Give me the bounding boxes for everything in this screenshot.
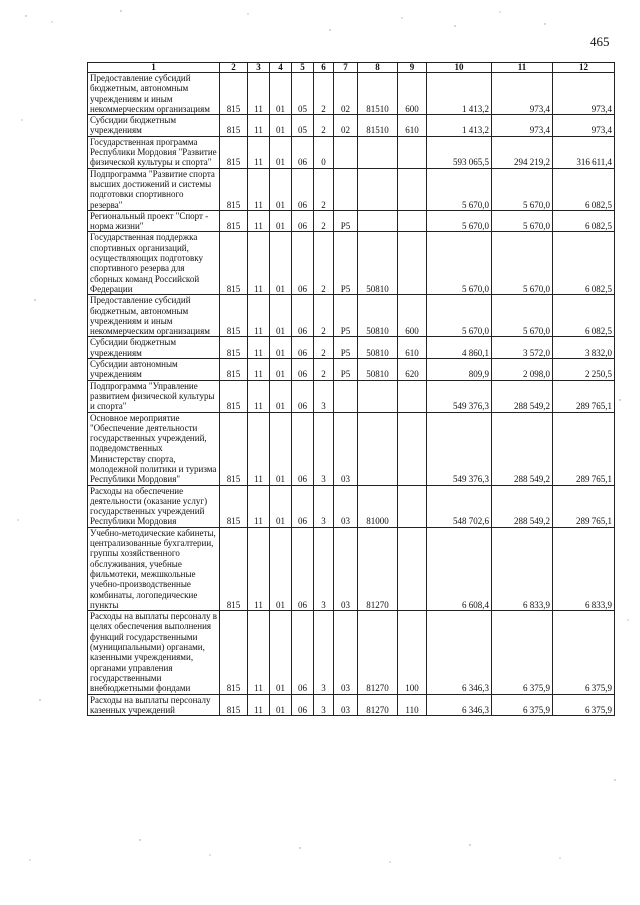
row-name: Расходы на обеспечение деятельности (оказание услуг) государственных учреждений Республики Мордовия	[88, 485, 220, 527]
cell-gr3: 11	[248, 295, 270, 337]
cell-gr10: 549 376,3	[427, 412, 492, 485]
cell-gr7: 03	[334, 485, 358, 527]
cell-gr11: 288 549,2	[492, 485, 553, 527]
cell-gr6: 3	[314, 694, 334, 716]
cell-gr9	[398, 232, 427, 295]
table-row	[88, 136, 615, 168]
cell-gr5: 06	[292, 168, 314, 210]
cell-gr3: 11	[248, 210, 270, 232]
cell-gr11: 973,4	[492, 115, 553, 137]
cell-gr6: 2	[314, 168, 334, 210]
cell-gr9	[398, 412, 427, 485]
cell-gr7: 03	[334, 694, 358, 716]
cell-gr12: 6 082,5	[553, 168, 615, 210]
cell-gr6: 3	[314, 611, 334, 694]
cell-gr9	[398, 527, 427, 610]
cell-gr12: 6 082,5	[553, 210, 615, 232]
cell-gr12: 316 611,4	[553, 136, 615, 168]
cell-gr9: 100	[398, 611, 427, 694]
cell-gr10: 6 608,4	[427, 527, 492, 610]
cell-gr10: 549 376,3	[427, 380, 492, 412]
cell-gr9	[398, 485, 427, 527]
row-name: Субсидии бюджетным учреждениям	[88, 337, 220, 359]
cell-gr3: 11	[248, 694, 270, 716]
cell-gr2: 815	[220, 485, 248, 527]
cell-gr11: 6 375,9	[492, 694, 553, 716]
cell-gr9: 620	[398, 359, 427, 381]
column-header: 7	[334, 63, 358, 73]
cell-gr2: 815	[220, 210, 248, 232]
cell-gr2: 815	[220, 136, 248, 168]
cell-gr4: 01	[270, 73, 292, 115]
cell-gr7	[334, 380, 358, 412]
cell-gr8: 50810	[358, 359, 398, 381]
cell-gr10: 1 413,2	[427, 73, 492, 115]
cell-gr8	[358, 380, 398, 412]
cell-gr3: 11	[248, 337, 270, 359]
cell-gr3: 11	[248, 232, 270, 295]
cell-gr3: 11	[248, 115, 270, 137]
cell-gr5: 06	[292, 611, 314, 694]
column-header: 10	[427, 63, 492, 73]
cell-gr4: 01	[270, 337, 292, 359]
table-row	[88, 359, 615, 381]
cell-gr5: 06	[292, 527, 314, 610]
cell-gr12: 289 765,1	[553, 412, 615, 485]
cell-gr3: 11	[248, 359, 270, 381]
cell-gr11: 288 549,2	[492, 412, 553, 485]
table-row	[88, 412, 615, 485]
cell-gr6: 2	[314, 359, 334, 381]
cell-gr9	[398, 136, 427, 168]
column-header: 9	[398, 63, 427, 73]
cell-gr5: 05	[292, 115, 314, 137]
cell-gr4: 01	[270, 694, 292, 716]
cell-gr2: 815	[220, 694, 248, 716]
cell-gr10: 5 670,0	[427, 210, 492, 232]
table-row	[88, 232, 615, 295]
cell-gr8	[358, 412, 398, 485]
cell-gr2: 815	[220, 412, 248, 485]
cell-gr6: 2	[314, 295, 334, 337]
table-row	[88, 210, 615, 232]
cell-gr7: 03	[334, 412, 358, 485]
table-row	[88, 295, 615, 337]
table-row	[88, 694, 615, 716]
cell-gr4: 01	[270, 359, 292, 381]
cell-gr12: 973,4	[553, 73, 615, 115]
cell-gr3: 11	[248, 412, 270, 485]
cell-gr7: 03	[334, 611, 358, 694]
cell-gr10: 5 670,0	[427, 295, 492, 337]
cell-gr10: 809,9	[427, 359, 492, 381]
cell-gr7: Р5	[334, 295, 358, 337]
cell-gr10: 1 413,2	[427, 115, 492, 137]
cell-gr7: 02	[334, 73, 358, 115]
column-header: 3	[248, 63, 270, 73]
column-header: 8	[358, 63, 398, 73]
cell-gr6: 2	[314, 115, 334, 137]
row-name: Государственная программа Республики Мордовия "Развитие физической культуры и спорта"	[88, 136, 220, 168]
cell-gr3: 11	[248, 611, 270, 694]
cell-gr11: 5 670,0	[492, 210, 553, 232]
column-header: 5	[292, 63, 314, 73]
cell-gr10: 6 346,3	[427, 611, 492, 694]
cell-gr10: 593 065,5	[427, 136, 492, 168]
cell-gr9: 610	[398, 115, 427, 137]
cell-gr4: 01	[270, 485, 292, 527]
cell-gr2: 815	[220, 295, 248, 337]
cell-gr3: 11	[248, 485, 270, 527]
cell-gr10: 4 860,1	[427, 337, 492, 359]
cell-gr4: 01	[270, 295, 292, 337]
table-row	[88, 611, 615, 694]
row-name: Подпрограмма "Развитие спорта высших достижений и системы подготовки спортивного резерва"	[88, 168, 220, 210]
cell-gr9: 600	[398, 73, 427, 115]
cell-gr5: 06	[292, 694, 314, 716]
table-row	[88, 337, 615, 359]
table-row	[88, 73, 615, 115]
cell-gr9: 110	[398, 694, 427, 716]
cell-gr8	[358, 210, 398, 232]
cell-gr9	[398, 210, 427, 232]
cell-gr12: 6 833,9	[553, 527, 615, 610]
table-header-row	[88, 63, 615, 73]
row-name: Предоставление субсидий бюджетным, автономным учреждениям и иным некоммерческим организациям	[88, 73, 220, 115]
cell-gr5: 06	[292, 359, 314, 381]
cell-gr6: 3	[314, 527, 334, 610]
cell-gr4: 01	[270, 115, 292, 137]
cell-gr8: 50810	[358, 232, 398, 295]
cell-gr7: Р5	[334, 337, 358, 359]
cell-gr12: 2 250,5	[553, 359, 615, 381]
cell-gr2: 815	[220, 73, 248, 115]
row-name: Расходы на выплаты персоналу в целях обеспечения выполнения функций государственными (муниципальными) органами, казенными учреждениями, органами управления государственными внебюджетными фондами	[88, 611, 220, 694]
budget-table	[87, 62, 615, 716]
cell-gr7: Р5	[334, 210, 358, 232]
cell-gr4: 01	[270, 380, 292, 412]
cell-gr5: 06	[292, 295, 314, 337]
column-header: 1	[88, 63, 220, 73]
cell-gr9: 600	[398, 295, 427, 337]
cell-gr2: 815	[220, 337, 248, 359]
cell-gr5: 06	[292, 485, 314, 527]
cell-gr10: 5 670,0	[427, 232, 492, 295]
cell-gr2: 815	[220, 611, 248, 694]
cell-gr11: 6 375,9	[492, 611, 553, 694]
row-name: Подпрограмма "Управление развитием физической культуры и спорта"	[88, 380, 220, 412]
page-number: 465	[590, 34, 610, 49]
cell-gr3: 11	[248, 527, 270, 610]
cell-gr11: 2 098,0	[492, 359, 553, 381]
row-name: Учебно-методические кабинеты, централизованные бухгалтерии, группы хозяйственного обслуживания, учебные фильмотеки, межшкольные учебно-производственные комбинаты, логопедические пункты	[88, 527, 220, 610]
cell-gr9	[398, 380, 427, 412]
cell-gr11: 973,4	[492, 73, 553, 115]
cell-gr8: 50810	[358, 295, 398, 337]
cell-gr8: 81270	[358, 611, 398, 694]
table-row	[88, 168, 615, 210]
row-name: Государственная поддержка спортивных организаций, осуществляющих подготовку спортивного резерва для сборных команд Российской Федерации	[88, 232, 220, 295]
column-header: 12	[553, 63, 615, 73]
cell-gr6: 3	[314, 380, 334, 412]
cell-gr3: 11	[248, 380, 270, 412]
table-row	[88, 115, 615, 137]
cell-gr8	[358, 136, 398, 168]
cell-gr7	[334, 168, 358, 210]
cell-gr2: 815	[220, 232, 248, 295]
cell-gr5: 06	[292, 232, 314, 295]
cell-gr6: 2	[314, 210, 334, 232]
cell-gr6: 3	[314, 412, 334, 485]
cell-gr6: 2	[314, 337, 334, 359]
cell-gr12: 6 375,9	[553, 611, 615, 694]
table-row	[88, 380, 615, 412]
cell-gr11: 5 670,0	[492, 232, 553, 295]
cell-gr5: 06	[292, 210, 314, 232]
row-name: Основное мероприятие "Обеспечение деятельности государственных учреждений, подведомственных Министерству спорта, молодежной политики и туризма Республики Мордовия"	[88, 412, 220, 485]
cell-gr8: 81000	[358, 485, 398, 527]
cell-gr2: 815	[220, 527, 248, 610]
cell-gr12: 3 832,0	[553, 337, 615, 359]
row-name: Предоставление субсидий бюджетным, автономным учреждениям и иным некоммерческим организациям	[88, 295, 220, 337]
cell-gr4: 01	[270, 412, 292, 485]
cell-gr10: 5 670,0	[427, 168, 492, 210]
cell-gr5: 06	[292, 136, 314, 168]
cell-gr8: 81510	[358, 115, 398, 137]
cell-gr8: 50810	[358, 337, 398, 359]
cell-gr6: 2	[314, 73, 334, 115]
row-name: Субсидии автономным учреждениям	[88, 359, 220, 381]
cell-gr5: 05	[292, 73, 314, 115]
cell-gr12: 973,4	[553, 115, 615, 137]
cell-gr6: 2	[314, 232, 334, 295]
cell-gr2: 815	[220, 380, 248, 412]
cell-gr10: 548 702,6	[427, 485, 492, 527]
row-name: Субсидии бюджетным учреждениям	[88, 115, 220, 137]
cell-gr8: 81270	[358, 527, 398, 610]
column-header: 6	[314, 63, 334, 73]
cell-gr12: 6 375,9	[553, 694, 615, 716]
cell-gr3: 11	[248, 168, 270, 210]
cell-gr12: 289 765,1	[553, 380, 615, 412]
cell-gr11: 3 572,0	[492, 337, 553, 359]
cell-gr3: 11	[248, 73, 270, 115]
cell-gr11: 288 549,2	[492, 380, 553, 412]
cell-gr8	[358, 168, 398, 210]
cell-gr5: 06	[292, 412, 314, 485]
cell-gr4: 01	[270, 232, 292, 295]
cell-gr10: 6 346,3	[427, 694, 492, 716]
cell-gr11: 5 670,0	[492, 168, 553, 210]
cell-gr7: 02	[334, 115, 358, 137]
cell-gr11: 6 833,9	[492, 527, 553, 610]
cell-gr9: 610	[398, 337, 427, 359]
cell-gr4: 01	[270, 210, 292, 232]
cell-gr6: 3	[314, 485, 334, 527]
cell-gr8: 81510	[358, 73, 398, 115]
column-header: 2	[220, 63, 248, 73]
cell-gr4: 01	[270, 168, 292, 210]
table-row	[88, 485, 615, 527]
cell-gr12: 6 082,5	[553, 295, 615, 337]
column-header: 11	[492, 63, 553, 73]
cell-gr2: 815	[220, 115, 248, 137]
cell-gr11: 5 670,0	[492, 295, 553, 337]
cell-gr7: Р5	[334, 359, 358, 381]
row-name: Региональный проект "Спорт - норма жизни"	[88, 210, 220, 232]
column-header: 4	[270, 63, 292, 73]
table-row	[88, 527, 615, 610]
cell-gr5: 06	[292, 380, 314, 412]
row-name: Расходы на выплаты персоналу казенных учреждений	[88, 694, 220, 716]
cell-gr5: 06	[292, 337, 314, 359]
cell-gr2: 815	[220, 168, 248, 210]
cell-gr4: 01	[270, 136, 292, 168]
cell-gr12: 6 082,5	[553, 232, 615, 295]
cell-gr4: 01	[270, 611, 292, 694]
cell-gr8: 81270	[358, 694, 398, 716]
cell-gr6: 0	[314, 136, 334, 168]
cell-gr3: 11	[248, 136, 270, 168]
cell-gr12: 289 765,1	[553, 485, 615, 527]
cell-gr9	[398, 168, 427, 210]
cell-gr7	[334, 136, 358, 168]
cell-gr2: 815	[220, 359, 248, 381]
cell-gr4: 01	[270, 527, 292, 610]
cell-gr7: 03	[334, 527, 358, 610]
cell-gr7: Р5	[334, 232, 358, 295]
cell-gr11: 294 219,2	[492, 136, 553, 168]
